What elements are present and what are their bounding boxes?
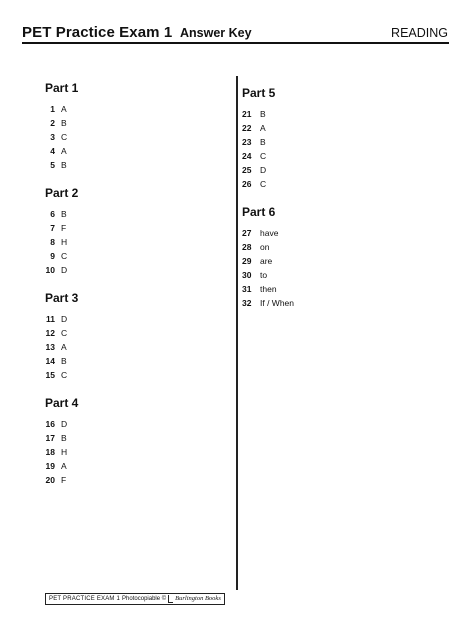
answer-value: then	[260, 284, 277, 294]
part-title: Part 2	[45, 186, 79, 200]
question-number: 7	[50, 223, 55, 233]
part-title: Part 6	[242, 205, 276, 219]
answer-value: B	[61, 209, 67, 219]
question-number: 20	[45, 475, 55, 485]
answer-value: C	[61, 132, 68, 142]
answer-row	[242, 178, 442, 192]
answer-value: C	[260, 179, 267, 189]
answer-row	[45, 208, 225, 222]
answer-row	[242, 150, 442, 164]
question-number: 16	[45, 419, 55, 429]
answer-row	[45, 432, 225, 446]
part-spacer	[45, 278, 225, 291]
footer-exam-title: PET PRACTICE EXAM 1	[49, 596, 121, 602]
answer-value: B	[260, 109, 266, 119]
question-number: 27	[242, 228, 252, 238]
question-number: 23	[242, 137, 252, 147]
question-number: 10	[45, 265, 55, 275]
part-title: Part 3	[45, 291, 79, 305]
answer-row	[45, 313, 225, 327]
right-column	[242, 86, 442, 311]
answer-value: H	[61, 237, 68, 247]
part-title: Part 5	[242, 86, 276, 100]
answer-row	[45, 117, 225, 131]
answer-row	[45, 474, 225, 488]
question-number: 9	[50, 251, 55, 261]
question-number: 15	[45, 370, 55, 380]
answer-part	[45, 291, 225, 383]
part-title: Part 4	[45, 396, 79, 410]
answer-row	[45, 418, 225, 432]
answer-value: D	[61, 265, 68, 275]
answer-row	[242, 269, 442, 283]
answer-row	[45, 103, 225, 117]
answer-row	[45, 446, 225, 460]
answer-row	[242, 241, 442, 255]
answer-value: If / When	[260, 298, 295, 308]
answer-value: C	[61, 251, 68, 261]
question-number: 24	[242, 151, 252, 161]
answer-value: A	[61, 104, 67, 114]
part-title: Part 1	[45, 81, 79, 95]
answer-value: are	[260, 256, 273, 266]
question-number: 26	[242, 179, 252, 189]
page-subtitle: Answer Key	[180, 26, 252, 40]
question-number: 6	[50, 209, 55, 219]
answer-value: D	[61, 419, 68, 429]
page-footer	[45, 593, 225, 605]
question-number: 28	[242, 242, 252, 252]
column-divider	[236, 76, 238, 590]
answer-row	[242, 297, 442, 311]
question-number: 17	[45, 433, 55, 443]
answer-value: C	[61, 328, 68, 338]
answer-row	[45, 264, 225, 278]
answer-row	[45, 327, 225, 341]
section-label: READING	[391, 26, 448, 40]
question-number: 21	[242, 109, 252, 119]
question-number: 12	[45, 328, 55, 338]
answer-row	[45, 159, 225, 173]
answer-row	[45, 131, 225, 145]
answer-part	[242, 205, 442, 311]
answer-row	[242, 227, 442, 241]
question-number: 29	[242, 256, 252, 266]
page-header	[22, 24, 448, 42]
answer-part	[45, 81, 225, 173]
question-number: 3	[50, 132, 55, 142]
question-number: 5	[50, 160, 55, 170]
part-spacer	[242, 192, 442, 205]
answer-value: H	[61, 447, 68, 457]
question-number: 31	[242, 284, 252, 294]
question-number: 32	[242, 298, 252, 308]
question-number: 11	[46, 314, 55, 324]
answer-value: B	[61, 160, 67, 170]
question-number: 13	[45, 342, 55, 352]
header-rule	[22, 42, 449, 44]
answer-value: A	[61, 461, 67, 471]
answer-value: A	[61, 146, 67, 156]
answer-row	[242, 255, 442, 269]
question-number: 22	[242, 123, 252, 133]
answer-value: A	[260, 123, 266, 133]
answer-row	[242, 136, 442, 150]
answer-row	[242, 122, 442, 136]
answer-row	[45, 460, 225, 474]
answer-row	[45, 341, 225, 355]
page-title: PET Practice Exam 1	[22, 24, 173, 41]
answer-value: B	[61, 118, 67, 128]
question-number: 8	[50, 237, 55, 247]
part-spacer	[45, 383, 225, 396]
answer-row	[45, 222, 225, 236]
answer-row	[242, 283, 442, 297]
answer-value: F	[61, 475, 67, 485]
question-number: 18	[45, 447, 55, 457]
answer-value: C	[260, 151, 267, 161]
answer-part	[45, 396, 225, 488]
answer-part	[45, 186, 225, 278]
answer-value: F	[61, 223, 67, 233]
answer-row	[45, 250, 225, 264]
question-number: 1	[50, 104, 55, 114]
question-number: 14	[45, 356, 55, 366]
answer-row	[242, 164, 442, 178]
answer-row	[45, 369, 225, 383]
answer-value: B	[61, 356, 67, 366]
question-number: 25	[242, 165, 252, 175]
answer-value: D	[61, 314, 68, 324]
question-number: 4	[50, 146, 55, 156]
question-number: 2	[50, 118, 55, 128]
answer-row	[242, 108, 442, 122]
publisher-logo-icon	[168, 595, 173, 603]
answer-value: to	[260, 270, 268, 280]
answer-value: have	[260, 228, 279, 238]
answer-row	[45, 355, 225, 369]
answer-part	[242, 86, 442, 192]
answer-value: B	[61, 433, 67, 443]
answer-row	[45, 145, 225, 159]
answer-value: on	[260, 242, 270, 252]
answer-value: A	[61, 342, 67, 352]
footer-note: Photocopiable ©	[122, 596, 167, 602]
part-spacer	[45, 173, 225, 186]
answer-row	[45, 236, 225, 250]
footer-publisher: Burlington Books	[175, 595, 221, 602]
answer-value: C	[61, 370, 68, 380]
question-number: 30	[242, 270, 252, 280]
answer-value: B	[260, 137, 266, 147]
question-number: 19	[45, 461, 55, 471]
left-column	[45, 81, 225, 488]
answer-value: D	[260, 165, 267, 175]
